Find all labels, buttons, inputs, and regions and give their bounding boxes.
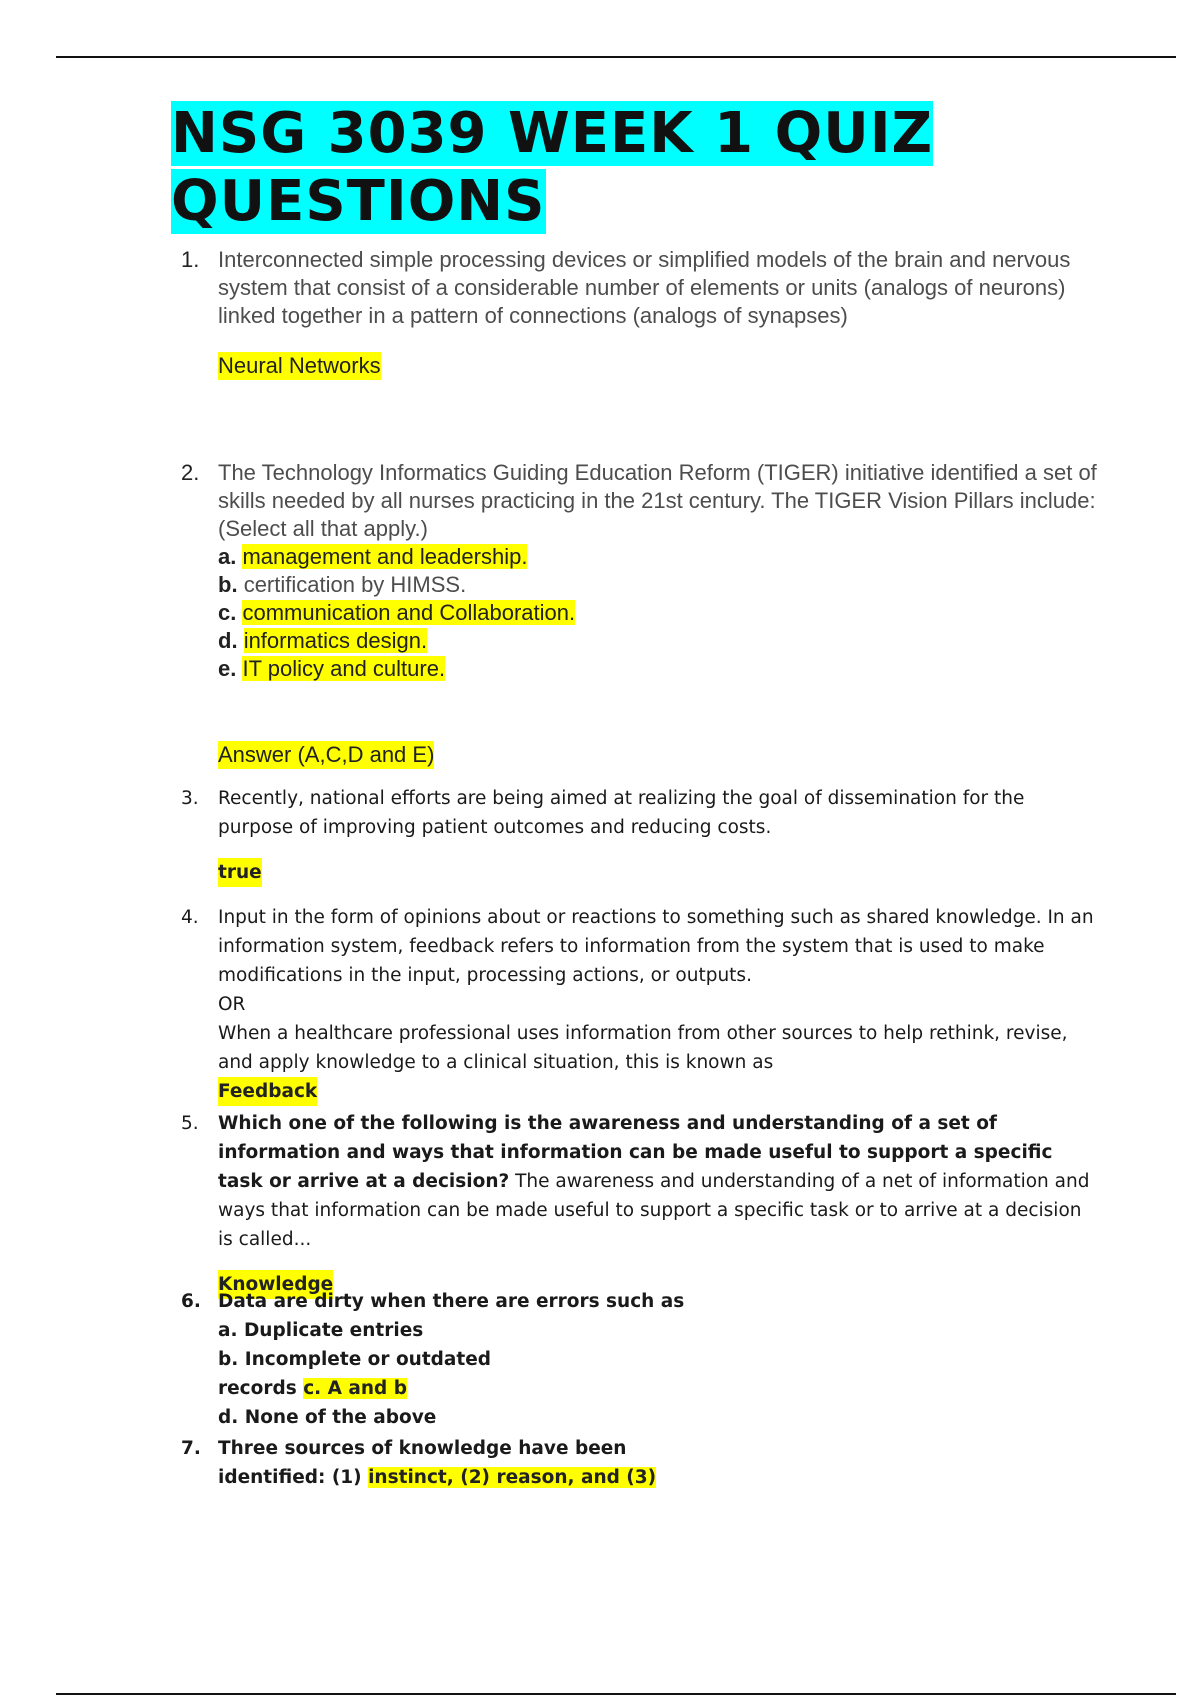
question-number: 1. [181,247,200,272]
question-text: Interconnected simple processing devices or simplified models of the brain and nervous system that consist of a considerable number of elements or units (analogs of neurons) linked together in a pattern of connections (analogs of synapses) [218,247,1071,328]
question-number: 4. [181,907,199,928]
question-number: 3. [181,788,199,809]
question-text-alt: When a healthcare professional uses information from other sources to help rethink, revise, and apply knowledge to a clinical situation, this is known as [218,1023,1068,1073]
question-1 [171,246,1101,380]
answer-highlight: Answer (A,C,D and E) [218,742,435,767]
page-title [171,100,933,236]
option-e: e. IT policy and culture. [218,656,446,681]
option-b: b. Incomplete or outdated [218,1349,492,1370]
question-5 [171,1109,1101,1299]
question-number: 7. [181,1438,201,1459]
option-b: b. certification by HIMSS. [218,572,467,597]
option-b-cont: records c. A and b [218,1378,407,1399]
answer-highlight: Neural Networks [218,353,381,378]
question-3 [171,784,1101,887]
question-2 [171,459,1101,769]
question-number: 2. [181,460,200,485]
question-text: Input in the form of opinions about or reactions to something such as shared knowledge. In an information system, feedback refers to information from the system that is used to make modifications in the input, processing actions, or outputs. [218,907,1094,986]
question-number: 5. [181,1113,199,1134]
answer-highlight: Feedback [218,1077,317,1106]
option-c: c. communication and Collaboration. [218,600,576,625]
option-a: a. management and leadership. [218,544,528,569]
top-rule [56,56,1176,58]
question-4 [171,903,1101,1106]
answer-highlight: true [218,858,262,887]
title-line-2: QUESTIONS [171,169,546,234]
question-text-cont: identified: (1) instinct, (2) reason, and (3) [218,1467,657,1488]
question-text: Which one of the following is the awareness and understanding of a set of information and ways that information can be made useful to support a specific task or arrive at a decision? The awareness and understanding of a net of information and ways that information can be made useful to support a specific task or to arrive at a decision is called... [218,1113,1090,1250]
option-d: d. informatics design. [218,628,428,653]
question-number: 6. [181,1291,201,1312]
question-text: Three sources of knowledge have been [218,1438,627,1459]
or-separator: OR [218,994,246,1015]
option-d: d. None of the above [218,1407,437,1428]
answer-highlight: Knowledge [218,1270,333,1299]
option-c-highlight: c. A and b [303,1378,407,1399]
question-text: Data are dirty when there are errors such as [218,1291,685,1312]
option-a: a. Duplicate entries [218,1320,424,1341]
title-line-1: NSG 3039 WEEK 1 QUIZ [171,101,934,166]
question-6 [171,1287,1101,1432]
question-7 [171,1434,1101,1492]
question-text: Recently, national efforts are being aimed at realizing the goal of dissemination for the purpose of improving patient outcomes and reducing costs. [218,788,1025,838]
answer-highlight: instinct, (2) reason, and (3) [368,1467,657,1488]
bottom-rule [56,1693,1176,1695]
question-text: The Technology Informatics Guiding Education Reform (TIGER) initiative identified a set of skills needed by all nurses practicing in the 21st century. The TIGER Vision Pillars include: (Select all that apply.) [218,460,1097,541]
